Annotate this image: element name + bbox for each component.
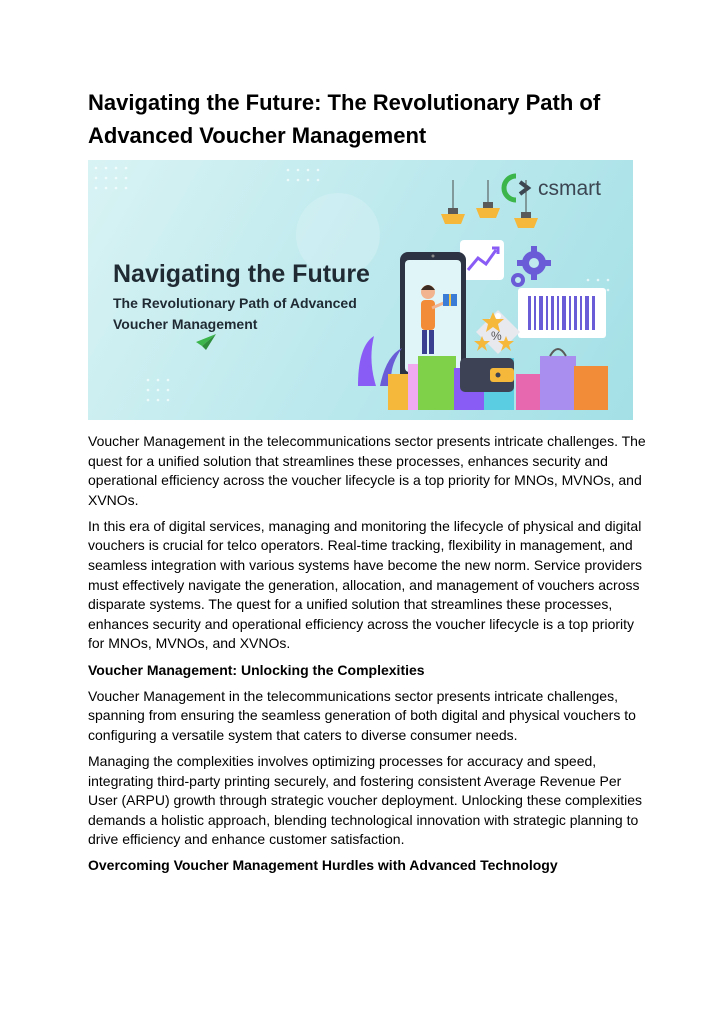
paragraph: Managing the complexities involves optimizing processes for accuracy and speed, integrating third-party printing securely, and fostering consistent Average Revenue Per User (ARPU) growth through strategic voucher deployment. Unlocking these complexities demands a holistic approach, blending technological innovation with strategic planning to drive efficiency and enhance customer satisfaction. [88, 752, 643, 848]
percent-symbol: % [491, 329, 502, 343]
wallet-icon [460, 358, 514, 392]
banner-subheadline-line2: Voucher Management [113, 316, 258, 332]
paper-plane-icon [196, 334, 216, 350]
page-title: Navigating the Future: The Revolutionary Path of Advanced Voucher Management [88, 90, 601, 148]
paragraph: Voucher Management in the telecommunications sector presents intricate challenges, spanning from ensuring the seamless generation of both digital and physical vouchers to configuring a versatile system that caters to diverse consumer needs. [88, 687, 636, 743]
article-body [88, 432, 648, 882]
gear-icon [511, 246, 551, 287]
trend-chart-icon [460, 240, 504, 280]
lamp-icon [441, 180, 538, 228]
brand-name: csmart [538, 177, 601, 200]
banner-subheadline-line1: The Revolutionary Path of Advanced [113, 295, 357, 311]
barcode-icon [518, 288, 606, 338]
banner-headline: Navigating the Future [113, 260, 370, 288]
hero-banner [88, 160, 633, 420]
section-heading: Overcoming Voucher Management Hurdles with Advanced Technology [88, 857, 558, 874]
paragraph: In this era of digital services, managing and monitoring the lifecycle of physical and digital vouchers is crucial for telco operators. Real-time tracking, flexibility in management, and seamless integration with various systems have become the new norm. Service providers must effectively navigate the generation, allocation, and management of vouchers across disparate systems. The quest for a unified solution that streamlines these processes, enhances security and operational efficiency across the voucher lifecycle is a top priority for MNOs, MVNOs, and XVNOs. [88, 517, 643, 652]
paragraph: Voucher Management in the telecommunications sector presents intricate challenges. The quest for a unified solution that streamlines these processes, enhances security and operational efficiency across the voucher lifecycle is a top priority for MNOs, MVNOs, and XVNOs. [88, 433, 646, 508]
section-heading: Voucher Management: Unlocking the Complexities [88, 661, 425, 678]
csmart-logo [504, 176, 601, 200]
